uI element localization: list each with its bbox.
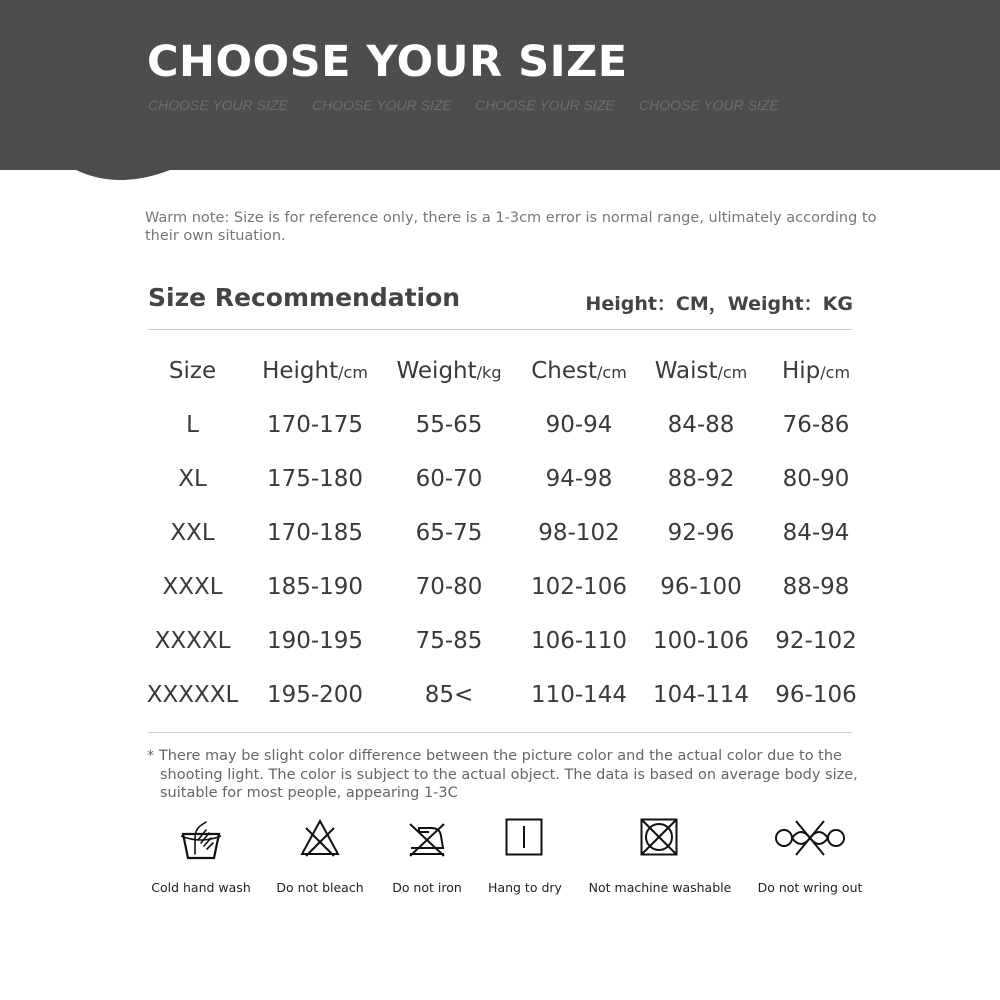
- table-cell: XXXXXL: [146, 682, 239, 708]
- table-cell: 96-106: [775, 682, 857, 708]
- subtitle-text: CHOOSE YOUR SIZE: [148, 97, 288, 113]
- care-item-no-machine-wash: [580, 818, 740, 908]
- column-header: Chest/cm: [531, 358, 627, 384]
- column-header: Height/cm: [262, 358, 368, 384]
- subtitle-row: [148, 97, 848, 117]
- subtitle-text: CHOOSE YOUR SIZE: [312, 97, 452, 113]
- column-header: Waist/cm: [654, 358, 748, 384]
- table-row: [135, 398, 870, 452]
- table-row: [135, 452, 870, 506]
- page-title: CHOOSE YOUR SIZE: [147, 37, 628, 87]
- table-cell: 84-88: [667, 412, 735, 438]
- table-cell: 102-106: [530, 574, 628, 600]
- no-bleach-icon: [300, 818, 340, 858]
- table-cell: L: [186, 412, 199, 438]
- table-cell: 55-65: [415, 412, 483, 438]
- table-cell: 80-90: [782, 466, 850, 492]
- table-cell: 96-100: [660, 574, 742, 600]
- disclaimer-note: * There may be slight color difference between the picture color and the actual color due to the shooting light. The color is subject to the actual object. The data is based on average body size, suitable for most people, appearing 1-3C: [147, 748, 858, 801]
- column-header: Hip/cm: [781, 358, 851, 384]
- table-cell: 92-102: [775, 628, 857, 654]
- care-label: Do not iron: [392, 880, 462, 895]
- subtitle-text: CHOOSE YOUR SIZE: [639, 97, 779, 113]
- divider-bottom: [148, 732, 852, 733]
- subtitle-text: CHOOSE YOUR SIZE: [475, 97, 615, 113]
- table-cell: XXXL: [162, 574, 223, 600]
- table-cell: 110-144: [530, 682, 628, 708]
- column-header: Size: [168, 358, 217, 384]
- care-label: Cold hand wash: [151, 880, 251, 895]
- table-cell: 88-98: [782, 574, 850, 600]
- table-cell: 106-110: [530, 628, 628, 654]
- table-cell: 92-96: [667, 520, 735, 546]
- table-cell: 170-175: [266, 412, 364, 438]
- care-label: Not machine washable: [588, 880, 732, 895]
- table-cell: 84-94: [782, 520, 850, 546]
- column-header: Weight/kg: [396, 358, 502, 384]
- table-cell: 190-195: [266, 628, 364, 654]
- care-label: Do not wring out: [757, 880, 863, 895]
- no-machine-wash-icon: [640, 818, 678, 856]
- table-cell: 104-114: [652, 682, 750, 708]
- divider-top: [148, 329, 852, 330]
- table-cell: XXXXL: [154, 628, 231, 654]
- table-cell: 60-70: [415, 466, 483, 492]
- table-row: [135, 614, 870, 668]
- table-cell: 175-180: [266, 466, 364, 492]
- table-cell: 65-75: [415, 520, 483, 546]
- table-row: [135, 506, 870, 560]
- table-cell: 170-185: [266, 520, 364, 546]
- table-cell: 90-94: [545, 412, 613, 438]
- care-item-no-wring: [730, 818, 890, 908]
- care-label: Hang to dry: [488, 880, 562, 895]
- section-title: Size Recommendation: [148, 283, 461, 312]
- table-row: [135, 668, 870, 722]
- table-cell: XL: [178, 466, 207, 492]
- table-cell: 70-80: [415, 574, 483, 600]
- table-cell: XXL: [170, 520, 215, 546]
- table-row: [135, 560, 870, 614]
- table-cell: 88-92: [667, 466, 735, 492]
- table-cell: 76-86: [782, 412, 850, 438]
- table-cell: 98-102: [538, 520, 620, 546]
- table-header-row: [135, 344, 870, 398]
- no-wring-icon: [774, 818, 846, 858]
- table-cell: 185-190: [266, 574, 364, 600]
- table-cell: 85<: [424, 682, 474, 708]
- table-cell: 75-85: [415, 628, 483, 654]
- no-iron-icon: [407, 818, 447, 858]
- units-note: Height：CM，Weight：KG: [585, 293, 853, 315]
- care-label: Do not bleach: [276, 880, 364, 895]
- table-cell: 195-200: [266, 682, 364, 708]
- hang-dry-icon: [505, 818, 543, 856]
- hand-wash-icon: [179, 818, 223, 862]
- table-cell: 94-98: [545, 466, 613, 492]
- size-table: [135, 344, 870, 722]
- table-cell: 100-106: [652, 628, 750, 654]
- warm-note: Warm note: Size is for reference only, there is a 1-3cm error is normal range, ultimately according to their own situation.: [145, 210, 877, 244]
